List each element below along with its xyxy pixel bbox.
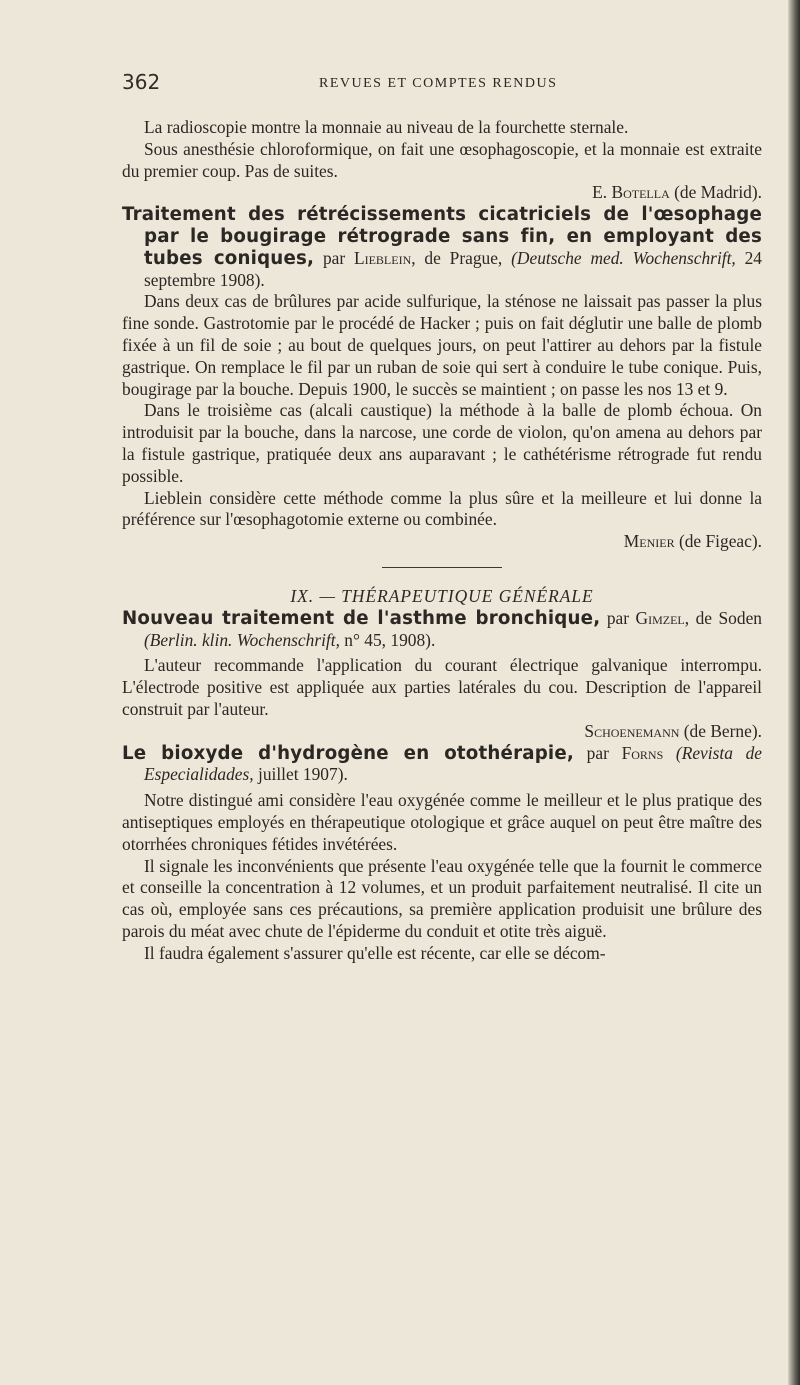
- article-city: , de Prague,: [411, 247, 503, 268]
- section-heading: IX. — THÉRAPEUTIQUE GÉNÉRALE: [290, 585, 594, 606]
- paragraph: Il signale les inconvénients que présente l'eau oxygénée telle que la fournit le commerce et conseille la concentration à 12 volumes, et un produit parfaitement neutralisé. Il cite un cas où, employée sans ces précautions, sa première application produisit une brûlure des parois du méat avec chute de l'épiderme du conduit et otite très aiguë.: [122, 855, 762, 941]
- article-heading: [122, 204, 762, 291]
- article-city: , de Soden: [684, 607, 762, 628]
- article-by: par: [600, 607, 636, 628]
- signature-name: Menier: [623, 531, 675, 552]
- article-author: Forns: [621, 742, 664, 763]
- signature: [122, 721, 762, 743]
- article-journal: (Deutsche med. Wochenschrift,: [511, 247, 736, 268]
- page-header: [122, 70, 762, 100]
- paragraph: Notre distingué ami considère l'eau oxygénée comme le meilleur et le plus pratique des antiseptiques employés en thérapeutique otologique et grâce auquel on peut être maître des otorrhées chroniques fétides invétérées.: [122, 790, 762, 854]
- section-divider: [382, 567, 502, 568]
- signature: [122, 531, 762, 553]
- paragraph: Il faudra également s'assurer qu'elle est récente, car elle se décom-: [144, 942, 606, 963]
- paragraph: Lieblein considère cette méthode comme la plus sûre et la meilleure et lui donne la préférence sur l'œsophagotomie externe ou combinée.: [122, 487, 762, 530]
- page-edge-shadow: [788, 0, 800, 1385]
- paragraph: Dans deux cas de brûlures par acide sulfurique, la sténose ne laissait pas passer la plus fine sonde. Gastrotomie par le procédé de Hacker ; puis on fait déglutir une balle de plomb fixée à un fil de soie ; au bout de quelques jours, on peut l'attirer au dehors par la fistule gastrique. On remplace le fil par un ruban de soie qui sert à conduire le tube conique. Puis, bougirage par la bouche. Depuis 1900, le succès se maintient ; on passe les nos 13 et 9.: [122, 291, 762, 399]
- article-heading: [122, 608, 762, 652]
- article-heading: [122, 743, 762, 787]
- article-by: par: [574, 742, 622, 763]
- paragraph: L'auteur recommande l'application du courant électrique galvanique interrompu. L'électrode positive est appliquée aux parties latérales du cou. Description de l'appareil construit par l'auteur.: [122, 655, 762, 719]
- article-author: Lieblein: [353, 247, 412, 268]
- page-body: [122, 117, 762, 964]
- article-title: Le bioxyde d'hydrogène en otothérapie,: [122, 742, 575, 764]
- article-by: par: [314, 247, 354, 268]
- article-title: Nouveau traitement de l'asthme bronchique,: [122, 607, 601, 629]
- article-date: n° 45, 1908).: [339, 629, 436, 650]
- article-journal: (Revista de Especialidades,: [144, 742, 762, 785]
- running-head: REVUES ET COMPTES RENDUS: [319, 76, 558, 91]
- signature-name: E. Botella: [592, 182, 670, 203]
- paragraph: La radioscopie montre la monnaie au niveau de la fourchette sternale.: [144, 117, 629, 137]
- signature-name: Schoenemann: [584, 720, 680, 741]
- article-date: 24 septembre 1908).: [144, 247, 762, 290]
- article-title: Traitement des rétrécissements cicatriciels de l'œsophage par le bougirage rétrograde sans fin, en employant des tubes coniques,: [122, 204, 762, 269]
- signature-place: (de Berne).: [679, 720, 762, 741]
- paragraph: Dans le troisième cas (alcali caustique) la méthode à la balle de plomb échoua. On introduisit par la bouche, dans la narcose, une corde de violon, qu'on amena au dehors par la fistule gastrique, pratiquée deux ans auparavant ; le cathétérisme rétrograde fut rendu possible.: [122, 400, 762, 486]
- paragraph: Sous anesthésie chloroformique, on fait une œsophagoscopie, et la monnaie est extraite du premier coup. Pas de suites.: [122, 138, 762, 181]
- signature-place: (de Madrid).: [669, 182, 762, 203]
- article-date: juillet 1907).: [253, 764, 348, 785]
- article-journal: (Berlin. klin. Wochenschrift,: [144, 629, 340, 650]
- signature: [122, 182, 762, 204]
- signature-place: (de Figeac).: [674, 531, 762, 552]
- page-number: 362: [122, 70, 161, 94]
- article-author: Gimzel: [635, 607, 685, 628]
